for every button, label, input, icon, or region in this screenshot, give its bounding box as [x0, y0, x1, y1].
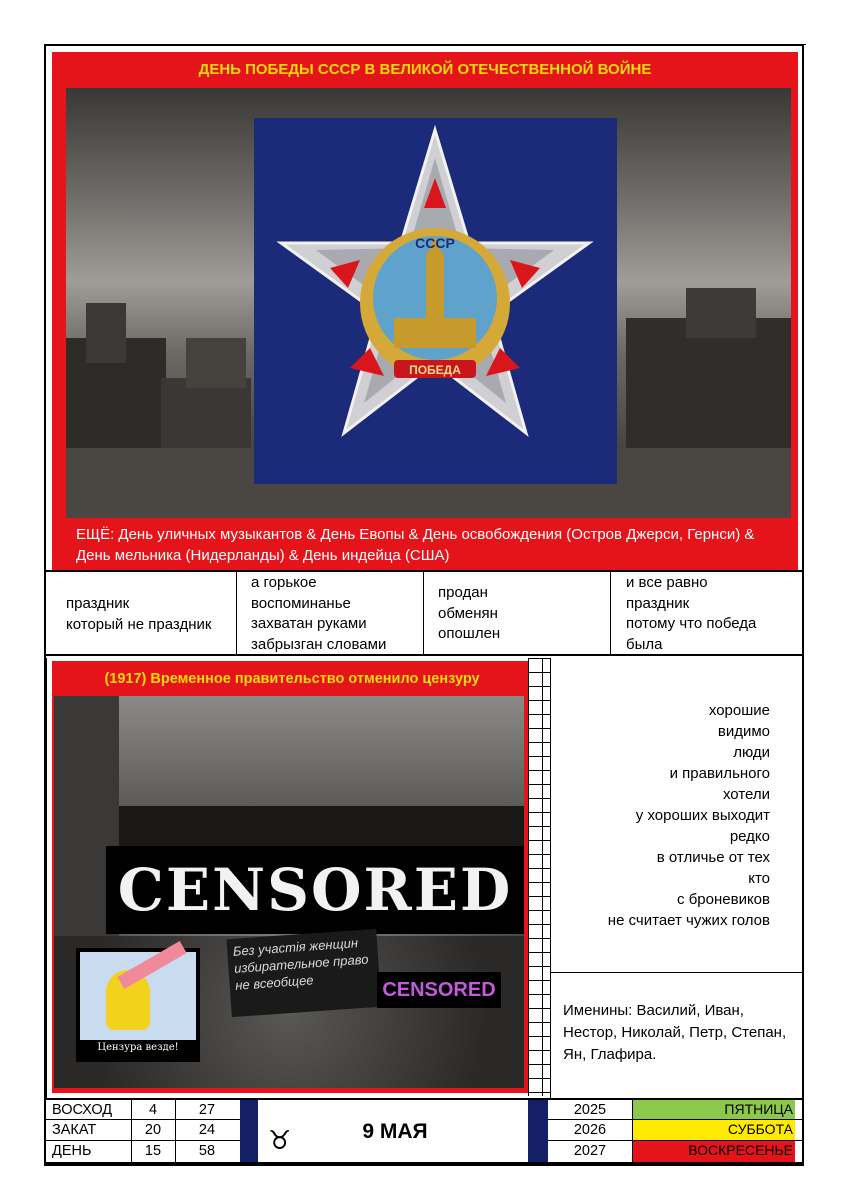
- name-days: Именины: Василий, Иван, Нестор, Николай, Петр, Степан, Ян, Глафира.: [563, 1002, 787, 1063]
- date-label: 9 МАЯ: [362, 1120, 428, 1143]
- right-poem-line: у хороших выходит: [635, 807, 770, 824]
- order-cccp-text: СССР: [415, 235, 455, 251]
- right-poem-line: редко: [729, 828, 770, 845]
- cartoon-frame: [76, 948, 200, 1062]
- sun-row-minutes: 27: [198, 1102, 216, 1118]
- sun-row-label: ВОСХОД: [52, 1102, 113, 1118]
- poem-col-2: а горькое воспоминанье захватан руками забрызган словами: [251, 574, 387, 653]
- censored-stamp-large: CENSORED: [117, 856, 513, 924]
- right-poem-line: люди: [733, 744, 770, 761]
- sun-row-minutes: 58: [198, 1143, 216, 1159]
- provisional-government-photo: [54, 696, 524, 1088]
- also-holidays: ЕЩЁ: День уличных музыкантов & День Евопы & День освобождения (Остров Джерси, Гернси) & День мельника (Нидерланды) & День индейца (США): [76, 526, 755, 564]
- order-star-icon: [254, 118, 617, 484]
- sun-row-hours: 4: [148, 1102, 158, 1118]
- sun-row-hours: 15: [144, 1143, 162, 1159]
- year-label: 2025: [573, 1102, 607, 1118]
- zodiac-taurus-icon: ♉: [268, 1126, 292, 1156]
- year-label: 2026: [573, 1122, 607, 1138]
- right-poem-line: с броневиков: [677, 891, 770, 908]
- poem-col-3: продан обменян опошлен: [438, 584, 501, 642]
- poem-col-1: праздник который не праздник: [66, 595, 212, 633]
- order-ribbon-text: ПОБЕДА: [409, 363, 461, 377]
- main-title: ДЕНЬ ПОБЕДЫ СССР В ВЕЛИКОЙ ОТЕЧЕСТВЕННОЙ ВОЙНЕ: [198, 61, 652, 78]
- navy-bar-left: [240, 1100, 258, 1162]
- right-poem-line: хотели: [722, 786, 770, 803]
- sun-row-label: ЗАКАТ: [52, 1122, 97, 1138]
- order-of-victory-image: [254, 118, 617, 484]
- middle-title: (1917) Временное правительство отменило цензуру: [104, 671, 480, 687]
- sun-row-minutes: 24: [198, 1122, 216, 1138]
- poem-col-4: и все равно праздник потому что победа была: [626, 574, 757, 653]
- right-poem-line: кто: [748, 870, 770, 887]
- sun-row-label: ДЕНЬ: [52, 1143, 92, 1159]
- navy-bar-right: [528, 1100, 548, 1162]
- right-poem: [556, 700, 770, 931]
- grid-divider: [528, 658, 550, 1096]
- weekday-label: ВОСКРЕСЕНЬЕ: [688, 1142, 793, 1158]
- right-poem-line: видимо: [717, 723, 770, 740]
- weekday-label: СУББОТА: [727, 1121, 793, 1137]
- censored-stamp-small: CENSORED: [377, 972, 501, 1008]
- right-poem-line: и правильного: [669, 765, 770, 782]
- sun-row-hours: 20: [144, 1122, 162, 1138]
- right-poem-line: в отличье от тех: [656, 849, 770, 866]
- year-label: 2027: [573, 1143, 607, 1159]
- cartoon-caption: Цензура везде!: [97, 1042, 179, 1053]
- weekday-label: ПЯТНИЦА: [724, 1101, 793, 1117]
- right-poem-line: не считает чужих голов: [607, 912, 770, 929]
- poem-row: [46, 570, 802, 656]
- right-poem-line: хорошие: [708, 702, 770, 719]
- protest-banner-text: Без участія женщин избирательное право не всеобщее: [232, 935, 369, 993]
